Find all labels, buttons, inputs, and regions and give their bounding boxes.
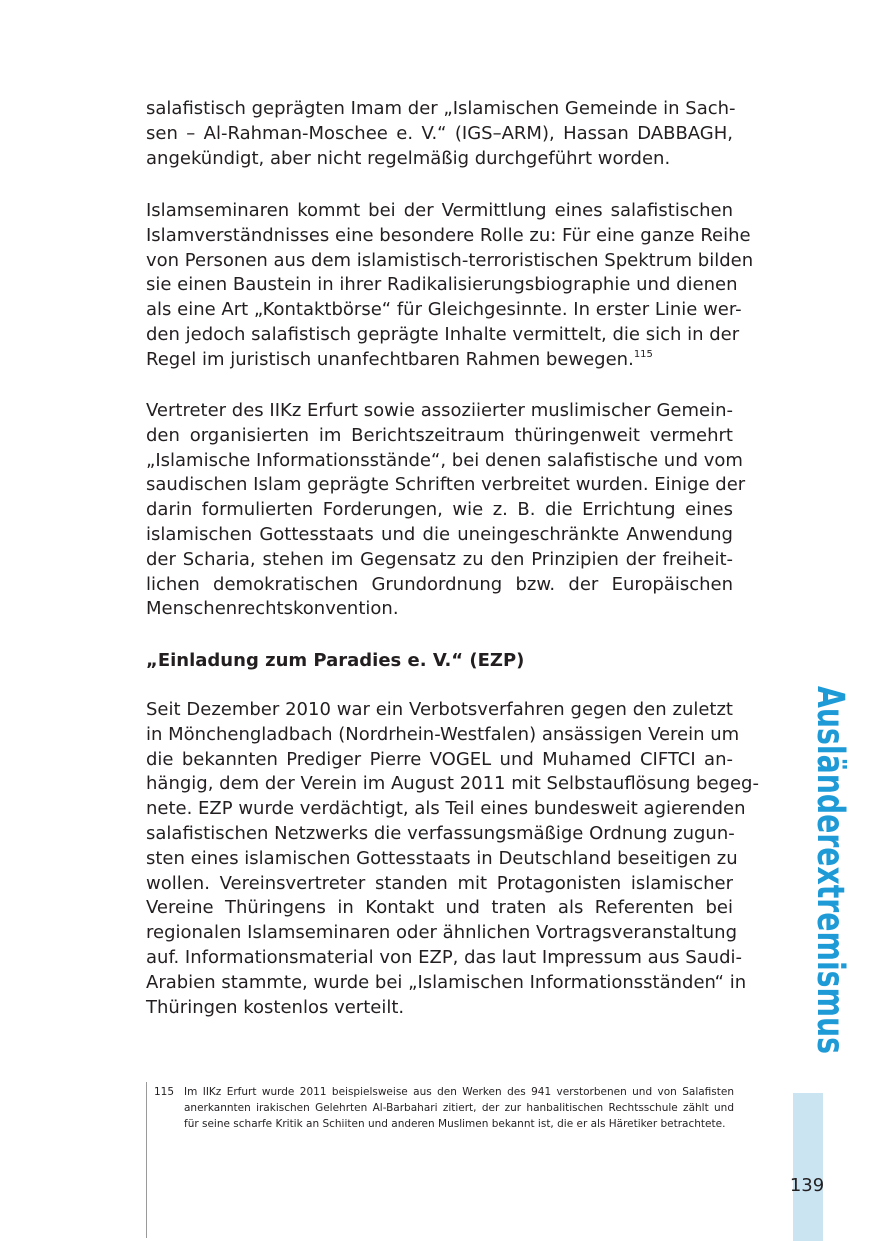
paragraph-line: der Scharia, stehen im Gegensatz zu den Prinzipien der freiheit- [146, 548, 733, 570]
paragraph-line: von Personen aus dem islamistisch-terroristischen Spektrum bilden [146, 249, 754, 271]
paragraph-line: Thüringen kostenlos verteilt. [146, 996, 405, 1018]
paragraph-line: Islamverständnisses eine besondere Rolle zu: Für eine ganze Reihe [146, 224, 751, 246]
paragraph-line: sie einen Baustein in ihrer Radikalisierungsbiographie und dienen [146, 274, 738, 296]
paragraph-line-with-footnote [146, 348, 733, 373]
paragraph-line: sen – Al-Rahman-Moschee e. V.“ (IGS–ARM), Hassan DABBAGH, [146, 122, 733, 144]
paragraph-line: sten eines islamischen Gottesstaats in Deutschland beseitigen zu [146, 847, 738, 869]
footnote-line: Im IIKz Erfurt wurde 2011 beispielsweise aus den Werken des 941 verstorbenen und von Salafisten [184, 1086, 734, 1098]
paragraph-1 [146, 97, 736, 171]
paragraph-line: wollen. Vereinsvertreter standen mit Protagonisten islamischer [146, 872, 733, 894]
paragraph-line: „Islamische Informationsstände“, bei denen salafistische und vom [146, 449, 743, 471]
chapter-side-title [790, 686, 852, 1167]
paragraph-line: nete. EZP wurde verdächtigt, als Teil eines bundesweit agierenden [146, 798, 746, 820]
paragraph-line: Seit Dezember 2010 war ein Verbotsverfahren gegen den zuletzt [146, 699, 733, 720]
paragraph-3 [146, 399, 746, 622]
paragraph-2 [146, 199, 754, 373]
paragraph-line: angekündigt, aber nicht regelmäßig durchgeführt worden. [146, 147, 671, 169]
chapter-side-title-text: Ausländerextremismus [809, 686, 852, 1167]
paragraph-line: auf. Informationsmaterial von EZP, das laut Impressum aus Saudi- [146, 946, 742, 968]
chapter-side-title-graphic [790, 686, 852, 1167]
footnote-reference: 115 [633, 348, 653, 360]
paragraph-4 [146, 698, 759, 1020]
paragraph-line: islamischen Gottesstaats und die uneingeschränkte Anwendung [146, 523, 733, 545]
footnote-line: für seine scharfe Kritik an Schiiten und anderen Muslimen bekannt ist, die er als Häretiker betrachtete. [184, 1118, 726, 1130]
paragraph-line-text: Regel im juristisch unanfechtbaren Rahmen bewegen. [146, 348, 634, 370]
paragraph-line: Islamseminaren kommt bei der Vermittlung eines salafistischen [146, 200, 733, 221]
paragraph-line: die bekannten Prediger Pierre VOGEL und Muhamed CIFTCI an- [146, 748, 733, 770]
paragraph-line: als eine Art „Kontaktbörse“ für Gleichgesinnte. In erster Linie wer- [146, 299, 742, 321]
paragraph-line: den organisierten im Berichtszeitraum thüringenweit vermehrt [146, 424, 733, 446]
section-heading: „Einladung zum Paradies e. V.“ (EZP) [146, 650, 525, 671]
paragraph-line: Arabien stammte, wurde bei „Islamischen Informationsständen“ in [146, 971, 747, 993]
paragraph-line: den jedoch salafistisch geprägte Inhalte vermittelt, die sich in der [146, 323, 740, 345]
paragraph-line: saudischen Islam geprägte Schriften verbreitet wurden. Einige der [146, 474, 746, 496]
paragraph-line: Vereine Thüringens in Kontakt und traten als Referenten bei [146, 897, 733, 919]
paragraph-line: hängig, dem der Verein im August 2011 mit Selbstauflösung begeg- [146, 773, 759, 795]
paragraph-line: lichen demokratischen Grundordnung bzw. der Europäischen [146, 573, 733, 595]
page-margin-bar [793, 1093, 823, 1241]
paragraph-line: salafistisch geprägten Imam der „Islamischen Gemeinde in Sach- [146, 98, 736, 119]
footnote-divider [146, 1082, 147, 1238]
paragraph-line: in Mönchengladbach (Nordrhein-Westfalen) ansässigen Verein um [146, 723, 740, 745]
footnote [154, 1084, 734, 1132]
paragraph-line: Vertreter des IIKz Erfurt sowie assoziierter muslimischer Gemein- [146, 400, 733, 421]
footnote-line: anerkannten irakischen Gelehrten Al-Barbahari zitiert, der zur hanbalitischen Rechtsschule zählt und [184, 1102, 734, 1114]
page-number: 139 [789, 1175, 825, 1196]
footnote-number: 115 [154, 1086, 175, 1098]
paragraph-line: darin formulierten Forderungen, wie z. B. die Errichtung eines [146, 499, 733, 521]
paragraph-line: salafistischen Netzwerks die verfassungsmäßige Ordnung zugun- [146, 822, 735, 844]
paragraph-line: regionalen Islamseminaren oder ähnlichen Vortragsveranstaltung [146, 922, 737, 944]
paragraph-line: Menschenrechtskonvention. [146, 598, 399, 620]
